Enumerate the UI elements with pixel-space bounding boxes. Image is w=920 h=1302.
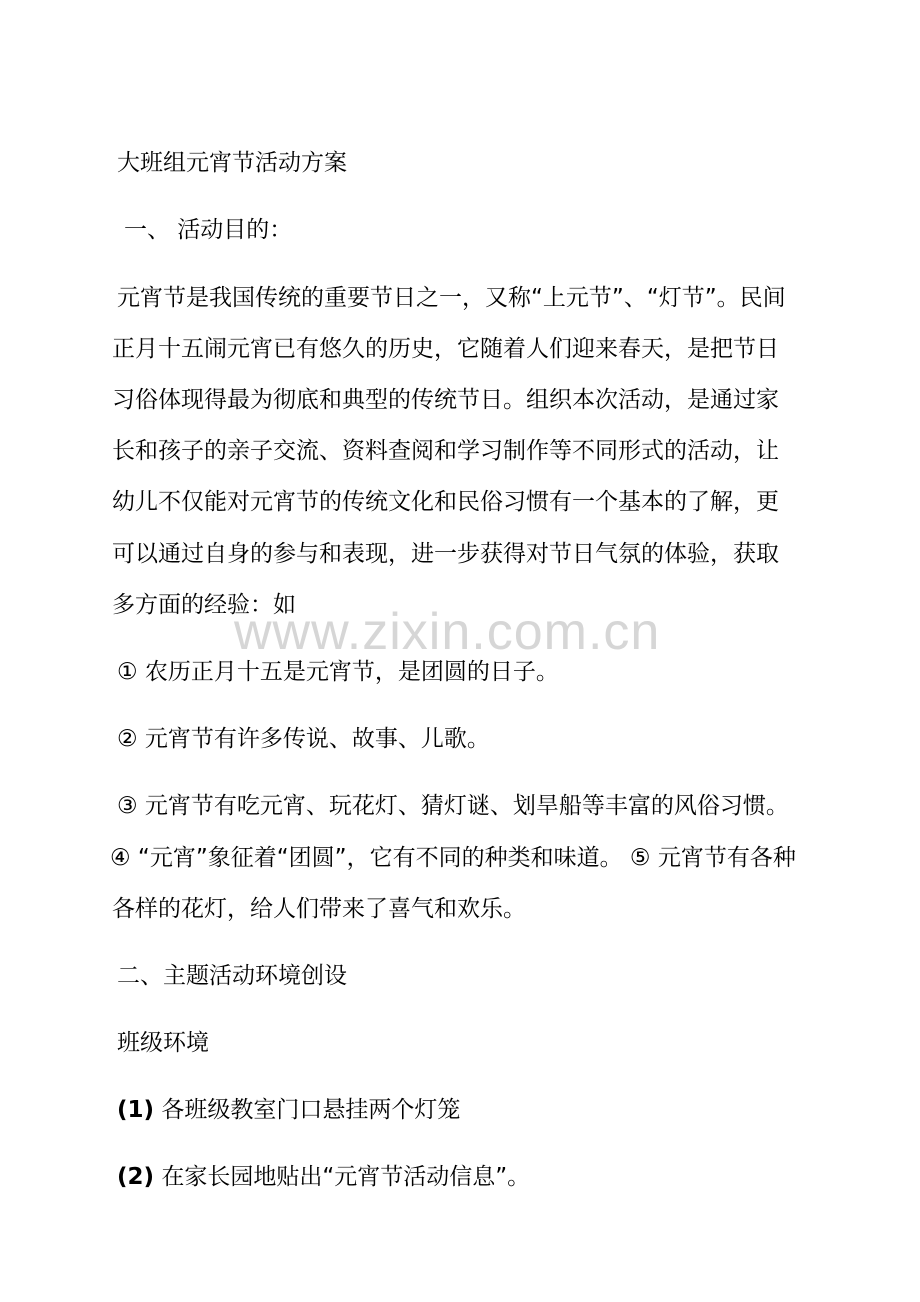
section-heading-purpose: 一、 活动目的： [124, 217, 293, 243]
env-item-number: (2) [117, 1164, 155, 1190]
env-item-number: (1) [117, 1097, 155, 1123]
list-item: ① 农历正月十五是元宵节，是团圆的日子。 [117, 659, 559, 685]
list-item: ④ “元宵”象征着“团圆”，它有不同的种类和味道。 ⑤ 元宵节有各种 [110, 845, 796, 871]
env-item-text: 在家长园地贴出“元宵节活动信息”。 [154, 1164, 531, 1190]
section-heading-environment: 二、主题活动环境创设 [117, 963, 347, 989]
document-title: 大班组元宵节活动方案 [117, 150, 347, 176]
paragraph-line: 幼儿不仅能对元宵节的传统文化和民俗习惯有一个基本的了解，更 [112, 489, 779, 515]
env-item-text: 各班级教室门口悬挂两个灯笼 [154, 1097, 461, 1123]
list-item: ③ 元宵节有吃元宵、玩花灯、猜灯谜、划旱船等丰富的风俗习惯。 [117, 793, 789, 819]
paragraph-line: 正月十五闹元宵已有悠久的历史，它随着人们迎来春天，是把节日 [112, 336, 779, 362]
subheading-class-environment: 班级环境 [117, 1030, 209, 1056]
env-item [117, 1095, 460, 1125]
paragraph-line: 长和孩子的亲子交流、资料查阅和学习制作等不同形式的活动，让 [112, 438, 779, 464]
env-item [117, 1162, 530, 1192]
paragraph-line: 多方面的经验：如 [112, 592, 296, 618]
paragraph-line: 可以通过自身的参与和表现，进一步获得对节日气氛的体验，获取 [112, 541, 779, 567]
list-item: ② 元宵节有许多传说、故事、儿歌。 [117, 726, 490, 752]
paragraph-line: 元宵节是我国传统的重要节日之一，又称“上元节”、“灯节”。民间 [117, 285, 786, 311]
watermark: www.zixin.com.cn [234, 603, 661, 661]
list-item: 各样的花灯，给人们带来了喜气和欢乐。 [112, 896, 526, 922]
paragraph-line: 习俗体现得最为彻底和典型的传统节日。组织本次活动，是通过家 [112, 387, 779, 413]
